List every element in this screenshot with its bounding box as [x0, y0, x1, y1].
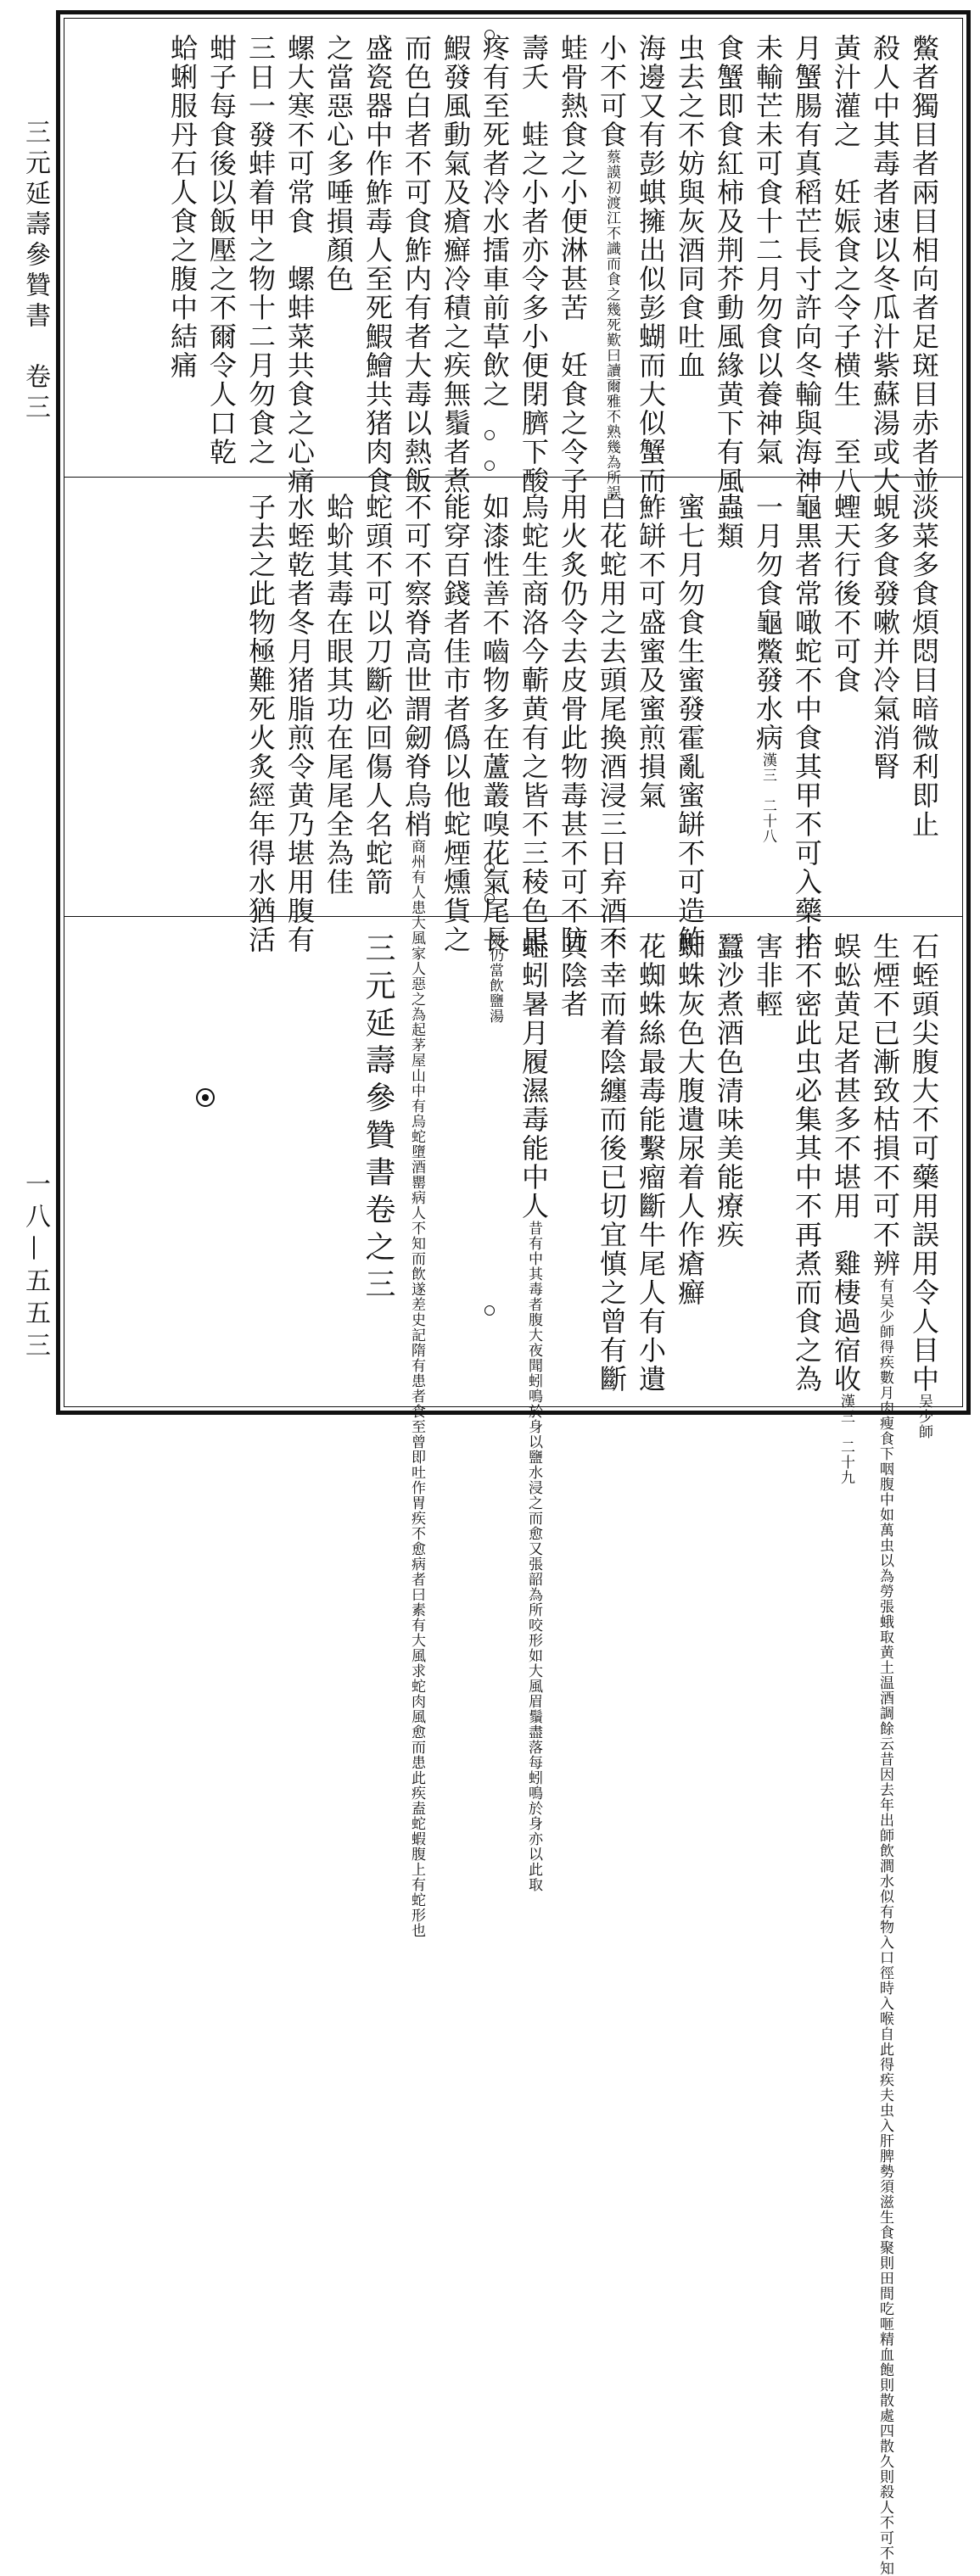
- seal-mark-icon: [196, 1088, 215, 1107]
- column-text: 蟲類: [713, 493, 745, 550]
- text-column: [670, 932, 709, 1403]
- column-text: 三日一發蚌着甲之物十二月勿食之: [244, 34, 277, 467]
- column-text: 未輸芒未可食十二月勿食以養神氣: [752, 34, 784, 467]
- text-column: [436, 932, 475, 1403]
- column-text: 蛇頭不可以刀斷必回傷人名蛇箭: [361, 493, 394, 897]
- text-column: [748, 932, 787, 1403]
- text-column: [553, 932, 592, 1403]
- column-text: 不幸而着陰纏而後已切宜慎之曾有斷: [596, 932, 628, 1394]
- text-column: [592, 34, 631, 500]
- volume-end-title: [358, 932, 397, 1403]
- text-column: [397, 932, 436, 1403]
- column-text: 一月勿食龜鱉發水病: [752, 493, 784, 752]
- column-text: 海邊又有彭蜞擁出似彭蝴而大似蟹而: [635, 34, 667, 495]
- page-frame: [56, 10, 971, 2576]
- column-annotation: 昔有中其毒者腹大夜聞蚓鳴於身以鹽水浸之而愈又張韶為所咬形如大風眉鬚盡落每蚓鳴於身亦以此取: [525, 1221, 542, 1892]
- column-text: 蜘蛛灰色大腹遺尿着人作瘡癬: [674, 932, 706, 1307]
- text-column: [787, 34, 826, 495]
- punctuation-circle: [484, 1305, 495, 1316]
- text-column: [865, 34, 904, 495]
- text-column: [436, 34, 475, 495]
- punctuation-circle: [484, 863, 495, 873]
- punctuation-circle: [484, 893, 495, 903]
- column-annotation: 漢三 二十九: [837, 1394, 854, 1485]
- column-text: 疼有至死者冷水擂車前草飲之: [479, 34, 511, 409]
- column-text: 盛瓷器中作鮓毒人至死鰕鱠共猪肉食: [361, 34, 394, 495]
- column-annotation: 漢三 二十八: [759, 752, 776, 844]
- punctuation-circle: [484, 30, 495, 40]
- text-column: [358, 493, 397, 906]
- column-annotation: 効仍當飲鹽湯: [486, 932, 503, 1024]
- text-column: [202, 34, 241, 467]
- column-text: 而色白者不可食鮓内有者大毒以熱飯: [400, 34, 433, 495]
- margin-page-number: 一八—五五三: [20, 1171, 50, 1364]
- column-text: 三元延壽參贊書卷之三: [361, 932, 395, 1305]
- register-top-columns: [83, 34, 944, 500]
- column-annotation: 吴少師: [916, 1394, 932, 1439]
- text-column: [514, 493, 553, 954]
- text-column: [475, 34, 514, 467]
- text-column: [670, 493, 709, 954]
- text-column: [631, 34, 670, 495]
- column-text: 殺人中其毒者速以冬瓜汁紫蘇湯或大: [869, 34, 901, 495]
- column-text: 花蜘蛛絲最毒能繫瘤斷牛尾人有小遺: [635, 932, 667, 1394]
- column-text: 蚯蚓暑月履濕毒能中人: [518, 932, 550, 1221]
- column-text: 其陰者: [557, 932, 589, 1019]
- column-text: 拾不密此虫必集其中不再煮而食之為: [791, 932, 823, 1394]
- column-annotation: 有吴少師得疾數月肉瘦食下咽腹中如萬虫以為勞張蛾取黄土温酒調餘云昔因去年出師飲澗水似有物入口徑時入喉自此得疾夫虫入肝脾勢須滋生食聚則田間吃咂精血飽則散處四散久則殺人不可不知: [876, 1278, 893, 2576]
- column-text: 黃汁灌之 妊娠食之令子横生 至八: [830, 34, 862, 495]
- column-text: 如漆性善不嚙物多在蘆叢嗅花氣尾長: [479, 493, 511, 954]
- text-column: [553, 493, 592, 954]
- column-text: 蜜七月勿食生蜜發霍亂蜜缾不可造鮓: [674, 493, 706, 954]
- text-column: [163, 34, 202, 467]
- punctuation-circle: [484, 430, 495, 440]
- text-column: [319, 493, 358, 906]
- text-column: [358, 34, 397, 495]
- column-text: 蚶子每食後以飯壓之不爾令人口乾: [205, 34, 238, 467]
- column-annotation: 蔡謨初渡江不識而食之幾死歎曰讀爾雅不熟幾為所誤: [603, 149, 620, 500]
- column-text: 鮓缾不可盛蜜及蜜煎損氣: [635, 493, 667, 810]
- column-text: 生煙不已漸致枯損不可不辨: [869, 932, 901, 1278]
- column-text: 能穿百錢者佳市者僞以他蛇煙燻貨之: [440, 493, 472, 954]
- text-column: [475, 932, 514, 1403]
- book-title: 三元延壽參贊書: [20, 119, 50, 332]
- margin-book-title: [15, 119, 54, 424]
- column-text: 水蛭乾者冬月猪脂煎令黄乃堪用腹有: [283, 493, 316, 954]
- text-column: [397, 493, 436, 1938]
- column-text: 淡菜多食煩悶目暗微利即止: [908, 493, 940, 839]
- text-column: [280, 493, 319, 954]
- volume-label: 卷三: [20, 363, 50, 424]
- column-text: 月蟹腸有真稻芒長寸許向冬輸與海神: [791, 34, 823, 495]
- text-column: [514, 932, 553, 1892]
- column-text: 蛙骨熱食之小便淋甚苦 妊食之令子: [557, 34, 589, 495]
- column-text: 蜆多食發嗽并冷氣消腎: [869, 493, 901, 781]
- text-column: [397, 34, 436, 495]
- column-text: 虫去之不妨與灰酒同食吐血: [674, 34, 706, 380]
- text-column: [709, 34, 748, 495]
- column-text: 食蟹即食紅柿及荆芥動風緣黄下有風: [713, 34, 745, 495]
- text-column: [748, 34, 787, 467]
- text-column: [475, 493, 514, 954]
- column-text: 蜈蚣黄足者甚多不堪用 雞棲過宿收: [830, 932, 862, 1394]
- text-column: [787, 932, 826, 1403]
- text-column: [826, 493, 865, 906]
- text-column: [826, 932, 865, 1485]
- text-column: [865, 493, 904, 906]
- column-text: 烏蛇生商洛今蘄黄有之皆不三稜色黒: [518, 493, 550, 954]
- column-text: 螺大寒不可常食 螺蚌菜共食之心痛: [283, 34, 316, 495]
- column-text: 不可不察脊高世謂劒脊烏梢: [400, 493, 433, 839]
- text-column: [631, 932, 670, 1403]
- text-column: [514, 34, 553, 495]
- text-column: [904, 932, 944, 1439]
- column-text: 蠶沙煮酒色清味美能療疾: [713, 932, 745, 1249]
- column-text: 鱉者獨目者兩目相向者足斑目赤者並: [908, 34, 940, 495]
- column-text: 小不可食: [596, 34, 628, 149]
- column-annotation: 商州有人患大風家人惡之為起茅屋山中有烏蛇墮酒罌病人不知而飲遂差史記隋有患者食至曾即吐作胃疾不愈病者曰素有大風求蛇肉風愈而患此疾盍蛇蝦腹上有蛇形也: [408, 839, 425, 1938]
- text-column: [319, 34, 358, 467]
- column-text: 白花蛇用之去頭尾換酒浸三日弃酒不: [596, 493, 628, 954]
- text-column: [787, 493, 826, 954]
- text-column: [436, 493, 475, 954]
- column-text: 壽夭 蛙之小者亦令多小便閉臍下酸: [518, 34, 550, 495]
- column-text: 鰕發風動氣及瘡癬冷積之疾無鬚者煮: [440, 34, 472, 495]
- text-column: [709, 493, 748, 906]
- column-text: 用火炙仍令去皮骨此物毒甚不可不防: [557, 493, 589, 954]
- column-text: 之當惡心多唾損顏色: [322, 34, 355, 293]
- text-column: [904, 34, 944, 495]
- text-column: [241, 34, 280, 467]
- text-column: [592, 932, 631, 1403]
- text-column: [748, 493, 787, 906]
- column-text: 蛤蚧其毒在眼其功在尾尾全為佳: [322, 493, 355, 897]
- column-text: 害非輕: [752, 932, 784, 1019]
- text-column: [865, 932, 904, 2576]
- inner-frame: [64, 18, 963, 2576]
- column-text: 龜黒者常噉蛇不中食其甲不可入藥十: [791, 493, 823, 954]
- text-column: [280, 34, 319, 495]
- register-top: [64, 19, 962, 500]
- text-column: [904, 493, 944, 906]
- punctuation-circle: [484, 461, 495, 471]
- text-column: [709, 932, 748, 1403]
- text-column: [670, 34, 709, 467]
- column-text: 石蛭頭尖腹大不可藥用誤用令人目中: [908, 932, 940, 1394]
- text-column: [631, 493, 670, 906]
- column-text: 蛤蜊服丹石人食之腹中結痛: [166, 34, 199, 380]
- text-column: [826, 34, 865, 495]
- text-column: [241, 493, 280, 954]
- text-column: [553, 34, 592, 495]
- column-text: 蟶天行後不可食: [830, 493, 862, 695]
- column-text: 子去之此物極難死火炙經年得水猶活: [244, 493, 277, 954]
- text-column: [592, 493, 631, 954]
